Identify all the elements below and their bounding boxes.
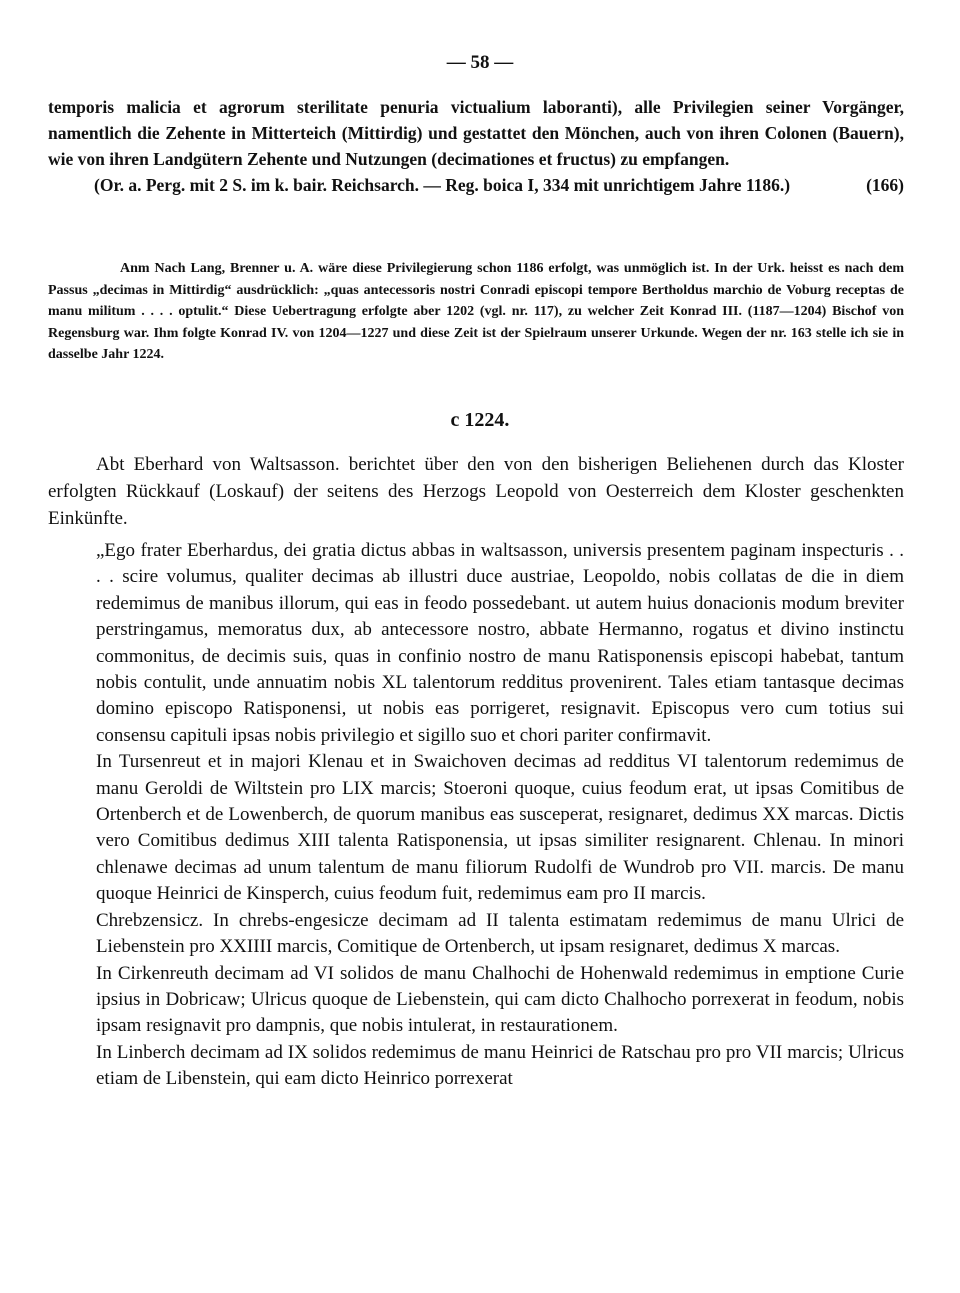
- charter-paragraph: In Linberch decimam ad IX solidos redemimus de manu Heinrici de Ratschau pro pro VII marcis; Ulricus etiam de Libenstein, qui eam dicto Heinrico porrexerat: [96, 1041, 904, 1090]
- source-citation: (Or. a. Perg. mit 2 S. im k. bair. Reichsarch. — Reg. boica I, 334 mit unrichtigem Jahre 1186.): [94, 175, 791, 195]
- charter-paragraph: „Ego frater Eberhardus, dei gratia dictus abbas in waltsasson, universis presentem paginam inspecturis . . . . scire volumus, qualiter decimas ab illustri duce austriae, Leopoldo, nobis collatas de die in diem redemimus de manibus illorum, qui eas in feodo possedebant. ut autem huius donacionis modum breviter perstringamus, memoratus dux, ab antecessore nostro, abbate Hermanno, rogatus et divino instinctu commonitus, de decimis suis, quas in confinio nostro de manu Ratisponensis episcopi habebat, tantum nobis contulit, unde annuatim nobis XL talentorum redditus provenirent. Tales etiam tantasque decimas domino episcopo Ratisponensi, ut nobis eas porrigeret, resignavit. Episcopus vero cum totius sui consensu capituli ipsas nobis privilegio et sigillo suo et chori pariter confirmavit.: [96, 540, 904, 746]
- summary-section: [48, 451, 904, 532]
- charter-paragraph: In Cirkenreuth decimam ad VI solidos de manu Chalhochi de Hohenwald redemimus in emptione Curie ipsius in Dobricaw; Ulricus quoque de Liebenstein, qui cam dicto Chalhocho porrexerat in feodum, nobis ipsam resignavit pro dampnis, que nobis intulerat, in restaurationem.: [96, 962, 904, 1037]
- annotation-text: Anm Nach Lang, Brenner u. A. wäre diese Privilegierung schon 1186 erfolgt, was unmöglich ist. In der Urk. heisst es nach dem Passus „decimas in Mittirdig“ ausdrücklich: „quas antecessoris nostri Conradi episcopi tempore Bertholdus marchio de Voburg receptas de manu militum . . . . optulit.“ Diese Uebertragung erfolgte aber 1202 (vgl. nr. 117), zu welcher Zeit Konrad III. (1187—1204) Bischof von Regensburg war. Ihm folgte Konrad IV. von 1204—1227 und diese Zeit ist der Spielraum unserer Urkunde. Wegen der nr. 163 stelle ich sie in dasselbe Jahr 1224.: [48, 261, 904, 362]
- summary-paragraph: Abt Eberhard von Waltsasson. berichtet über den von den bisherigen Beliehenen durch das Kloster erfolgten Rückkauf (Loskauf) der seitens des Herzogs Leopold von Oesterreich dem Kloster geschenkten Einkünfte.: [48, 454, 904, 529]
- page-number: — 58 —: [446, 52, 514, 73]
- charter-paragraph: In Tursenreut et in majori Klenau et in Swaichoven decimas ad redditus VI talentorum redemimus de manu Geroldi de Wiltstein pro LIX marcis; Stoeroni quoque, cuius feodum erat, ut ipsas Comitibus de Ortenberch et de Lowenberch, de quorum manibus eas susceperat, resignaret, dedimus XX marcas. Dictis vero Comitibus dedimus XIII talenta Ratisponensia, ut ipsas similiter resignarent. Chlenau. In minori chlenawe decimas ad unum talentum de manu filiorum Rudolfi de Wundrob pro VII. marcis. De manu quoque Heinrici de Kinsperch, cuius feodum fuit, redemimus eam pro II marcis.: [96, 751, 904, 905]
- section-heading: c 1224.: [450, 409, 510, 431]
- document-number: (166): [866, 175, 904, 195]
- annotation-note: [48, 258, 904, 366]
- intro-section: [48, 94, 904, 198]
- charter-paragraph: Chrebzensicz. In chrebs-engesicze decimam ad II talenta estimatam redemimus de manu Ulrici de Liebenstein pro XXIIII marcis, Comitique de Ortenberch, ut ipsam resignaret, dedimus X marcas.: [96, 909, 904, 958]
- charter-text: [96, 538, 904, 1093]
- intro-paragraph: temporis malicia et agrorum sterilitate penuria victualium laboranti), alle Privilegien seiner Vorgänger, namentlich die Zehente in Mitterteich (Mittirdig) und gestattet den Mönchen, auch von ihren Colonen (Bauern), wie von ihren Landgütern Zehente und Nutzungen (decimationes et fructus) zu empfangen.: [48, 97, 904, 169]
